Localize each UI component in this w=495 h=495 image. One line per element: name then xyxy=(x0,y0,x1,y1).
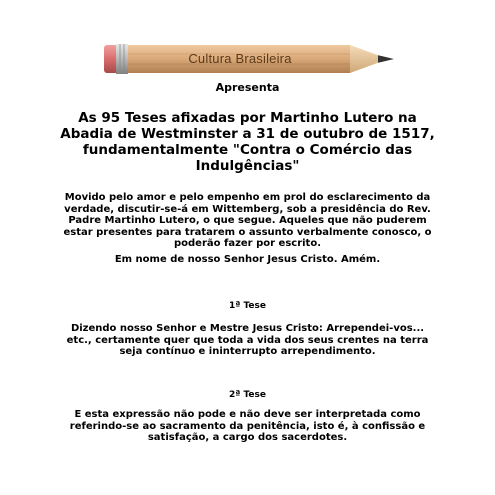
thesis-1-heading: 1ª Tese xyxy=(229,301,266,311)
intro-line: poderão fazer por escrito. xyxy=(173,238,322,250)
thesis-line: Dizendo nosso Senhor e Mestre Jesus Cristo: Arrependei-vos... xyxy=(70,323,425,334)
intro-line: estar presentes para tratarem o assunto verbalmente conosco, o xyxy=(63,226,432,238)
intro-paragraph xyxy=(20,192,475,250)
logo-text: Cultura Brasileira xyxy=(188,51,292,66)
thesis-2-text xyxy=(20,409,475,444)
invocation: Em nome de nosso Senhor Jesus Cristo. Amém. xyxy=(114,254,381,265)
thesis-2-heading: 2ª Tese xyxy=(229,390,266,400)
intro-line: Movido pelo amor e pelo empenho em prol do esclarecimento da xyxy=(64,192,431,203)
intro-line: verdade, discutir-se-á em Wittemberg, sob a presidência do Rev. xyxy=(64,203,431,215)
thesis-line: satisfação, a cargo dos sacerdotes. xyxy=(147,432,348,444)
document-title xyxy=(18,110,477,174)
thesis-line: etc., certamente quer que toda a vida dos seus crentes na terra xyxy=(66,334,429,346)
title-line: fundamentalmente "Contra o Comércio das xyxy=(82,142,413,158)
intro-line: Padre Martinho Lutero, o que segue. Aqueles que não puderem xyxy=(68,215,427,227)
title-line: As 95 Teses afixadas por Martinho Lutero na xyxy=(78,110,417,126)
thesis-line: seja contínuo e ininterrupto arrependimento. xyxy=(119,346,376,358)
title-line: Indulgências" xyxy=(195,158,300,174)
presents-label: Apresenta xyxy=(215,81,280,94)
thesis-line: referindo-se ao sacramento da penitência, isto é, à confissão e xyxy=(69,420,426,432)
thesis-line: E esta expressão não pode e não deve ser interpretada como xyxy=(74,409,421,420)
thesis-1-text xyxy=(20,323,475,358)
title-line: Abadia de Westminster a 31 de outubro de 1517, xyxy=(60,126,435,142)
site-logo[interactable] xyxy=(104,42,394,76)
